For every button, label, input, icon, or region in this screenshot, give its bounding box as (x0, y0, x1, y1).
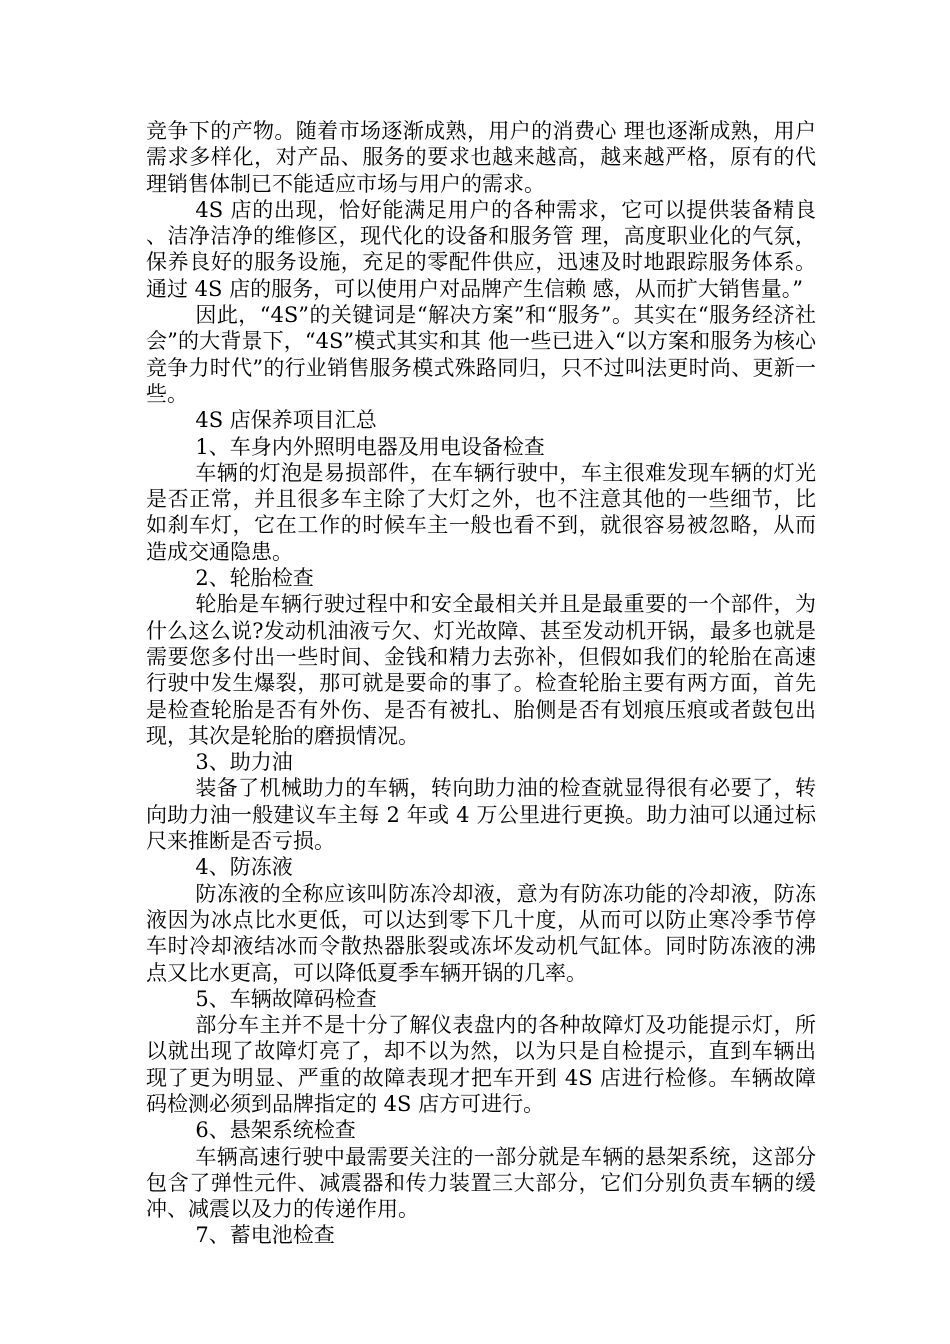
item-heading: 4、防冻液 (195, 855, 293, 880)
paragraph: 装备了机械助力的车辆，转向助力油的检查就显得很有必要了，转向助力油一般建议车主每 2 年或 4 万公里进行更换。助力油可以通过标尺来推断是否亏损。 (146, 776, 816, 854)
paragraph: 车辆高速行驶中最需要关注的一部分就是车辆的悬架系统，这部分包含了弹性元件、减震器和传力装置三大部分，它们分别负责车辆的缓冲、减震以及力的传递作用。 (146, 1144, 816, 1222)
item-heading: 3、助力油 (195, 750, 293, 775)
item-heading: 6、悬架系统检查 (195, 1118, 356, 1143)
paragraph: 部分车主并不是十分了解仪表盘内的各种故障灯及功能提示灯，所以就出现了故障灯亮了，却不以为然，以为只是自检提示，直到车辆出现了更为明显、严重的故障表现才把车开到 4S 店进行检修。车辆故障码检测必须到品牌指定的 4S 店方可进行。 (146, 1013, 816, 1116)
document-body (146, 118, 816, 1249)
paragraph: 轮胎是车辆行驶过程中和安全最相关并且是最重要的一个部件，为什么这么说?发动机油液亏欠、灯光故障、甚至发动机开锅，最多也就是需要您多付出一些时间、金钱和精力去弥补，但假如我们的轮胎在高速行驶中发生爆裂，那可就是要命的事了。检查轮胎主要有两方面，首先是检查轮胎是否有外伤、是否有被扎、胎侧是否有划痕压痕或者鼓包出现，其次是轮胎的磨损情况。 (146, 592, 816, 748)
item-heading: 1、车身内外照明电器及用电设备检查 (195, 434, 545, 459)
paragraph: 4S 店的出现，恰好能满足用户的各种需求，它可以提供装备精良、洁净洁净的维修区，现代化的设备和服务管 理，高度职业化的气氛，保养良好的服务设施，充足的零配件供应，迅速及时地跟踪服务体系。通过 4S 店的服务，可以使用户对品牌产生信赖 感，从而扩大销售量。” (146, 197, 816, 301)
item-heading: 5、车辆故障码检查 (195, 986, 377, 1011)
paragraph: 车辆的灯泡是易损部件，在车辆行驶中，车主很难发现车辆的灯光是否正常，并且很多车主除了大灯之外，也不注意其他的一些细节，比如刹车灯，它在工作的时候车主一般也看不到，就很容易被忽略，从而造成交通隐患。 (146, 460, 816, 564)
paragraph: 因此，“4S”的关键词是“解决方案”和“服务”。其实在“服务经济社会”的大背景下，“4S”模式其实和其 他一些已进入“以方案和服务为核心竞争力时代”的行业销售服务模式殊路同归，只不过叫法更时尚、更新一些。 (146, 303, 816, 406)
item-heading: 7、蓄电池检查 (195, 1223, 335, 1248)
item-heading: 2、轮胎检查 (195, 566, 314, 591)
paragraph: 竞争下的产物。随着市场逐渐成熟，用户的消费心 理也逐渐成熟，用户需求多样化，对产品、服务的要求也越来越高，越来越严格，原有的代理销售体制已不能适应市场与用户的需求。 (146, 119, 816, 196)
section-heading: 4S 店保养项目汇总 (195, 408, 377, 433)
paragraph: 防冻液的全称应该叫防冻冷却液，意为有防冻功能的冷却液，防冻液因为冰点比水更低，可以达到零下几十度，从而可以防止寒冷季节停车时冷却液结冰而令散热器胀裂或冻坏发动机气缸体。同时防冻液的沸点又比水更高，可以降低夏季车辆开锅的几率。 (146, 881, 816, 985)
